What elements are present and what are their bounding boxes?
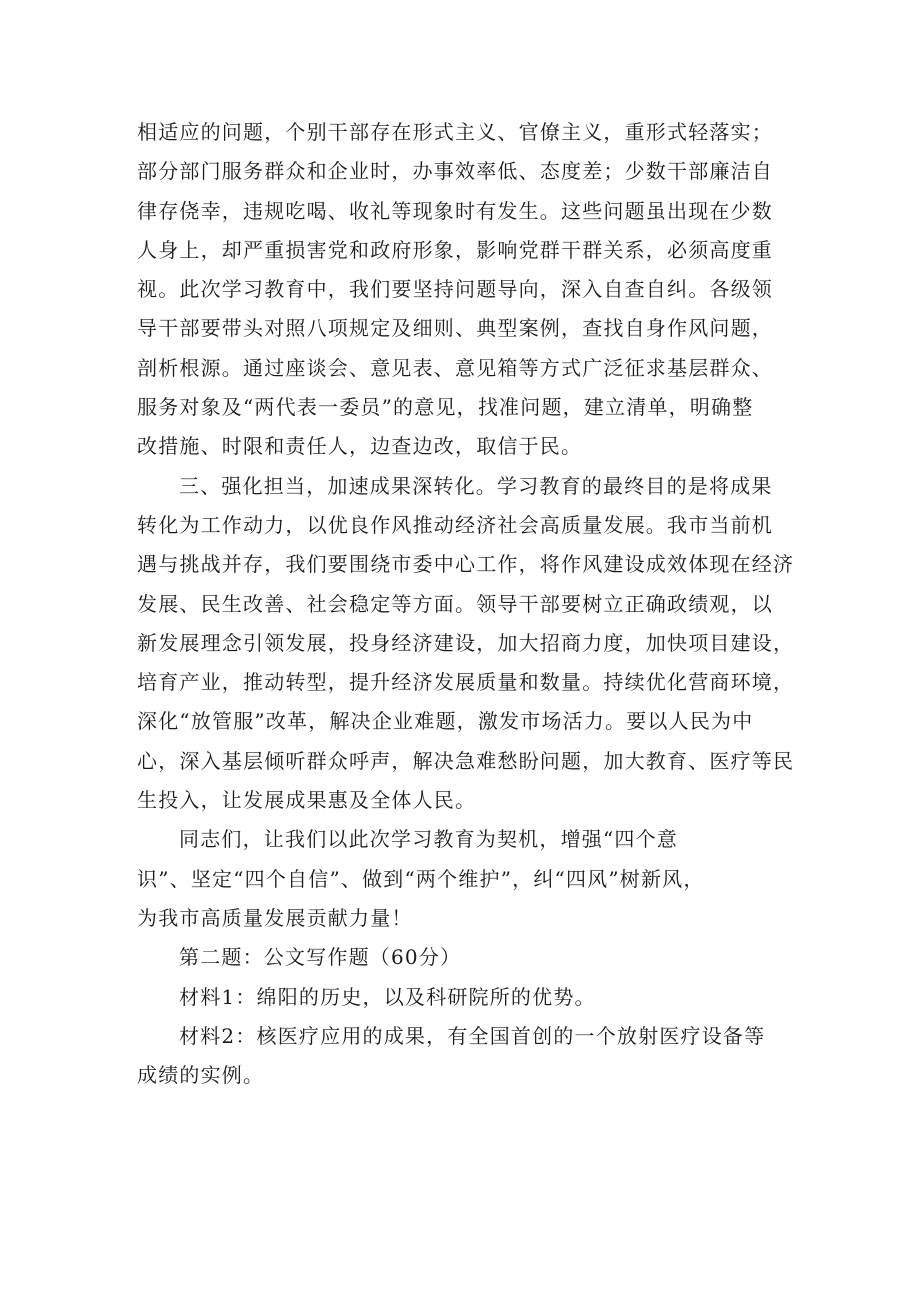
material-two xyxy=(137,1017,797,1096)
text-line: 发展、民生改善、社会稳定等方面。领导干部要树立正确政绩观，以 xyxy=(137,591,773,616)
text-line: 视。此次学习教育中，我们要坚持问题导向，深入自查自纠。各级领 xyxy=(137,277,773,302)
text-line: 改措施、时限和责任人，边查边改，取信于民。 xyxy=(137,434,583,459)
text-line: 剖析根源。通过座谈会、意见表、意见箱等方式广泛征求基层群众、 xyxy=(137,355,773,380)
text-line: 新发展理念引领发展，投身经济建设，加大招商力度，加快项目建设， xyxy=(137,630,795,655)
text-line: 深化“放管服”改革，解决企业难题，激发市场活力。要以人民为中 xyxy=(137,709,754,734)
text-line: 为我市高质量发展贡献力量！ xyxy=(137,905,413,930)
text-line: 材料1：绵阳的历史，以及科研院所的优势。 xyxy=(179,984,596,1009)
paragraph-section-three xyxy=(137,467,797,821)
text-line: 心，深入基层倾听群众呼声，解决急难愁盼问题，加大教育、医疗等民 xyxy=(137,748,795,773)
text-line: 遇与挑战并存，我们要围绕市委中心工作，将作风建设成效体现在经济 xyxy=(137,552,795,577)
text-line: 律存侥幸，违规吃喝、收礼等现象时有发生。这些问题虽出现在少数 xyxy=(137,198,773,223)
text-line: 人身上，却严重损害党和政府形象，影响党群干群关系，必须高度重 xyxy=(137,237,773,262)
text-line: 生投入，让发展成果惠及全体人民。 xyxy=(137,788,477,813)
paragraph-problems xyxy=(137,113,797,467)
text-line: 识”、坚定“四个自信”、做到“两个维护”，纠“四风”树新风， xyxy=(137,866,705,891)
text-line: 成绩的实例。 xyxy=(137,1063,265,1088)
document-body xyxy=(137,113,797,1095)
question-two-heading xyxy=(137,938,797,977)
text-line: 相适应的问题，个别干部存在形式主义、官僚主义，重形式轻落实； xyxy=(137,120,773,144)
text-line: 培育产业，推动转型，提升经济发展质量和数量。持续优化营商环境， xyxy=(137,670,795,695)
material-one xyxy=(137,978,797,1017)
text-line: 部分部门服务群众和企业时，办事效率低、态度差；少数干部廉洁自 xyxy=(137,159,773,184)
paragraph-closing xyxy=(137,820,797,938)
text-line: 转化为工作动力，以优良作风推动经济社会高质量发展。我市当前机 xyxy=(137,512,773,537)
text-line: 第二题：公文写作题（60分） xyxy=(179,945,462,970)
text-line: 三、强化担当，加速成果深转化。学习教育的最终目的是将成果 xyxy=(179,473,773,498)
text-line: 服务对象及“两代表一委员”的意见，找准问题，建立清单，明确整 xyxy=(137,395,754,420)
text-line: 导干部要带头对照八项规定及细则、典型案例，查找自身作风问题， xyxy=(137,316,773,341)
text-line: 同志们，让我们以此次学习教育为契机，增强“四个意 xyxy=(179,827,679,852)
text-line: 材料2：核医疗应用的成果，有全国首创的一个放射医疗设备等 xyxy=(179,1023,766,1048)
